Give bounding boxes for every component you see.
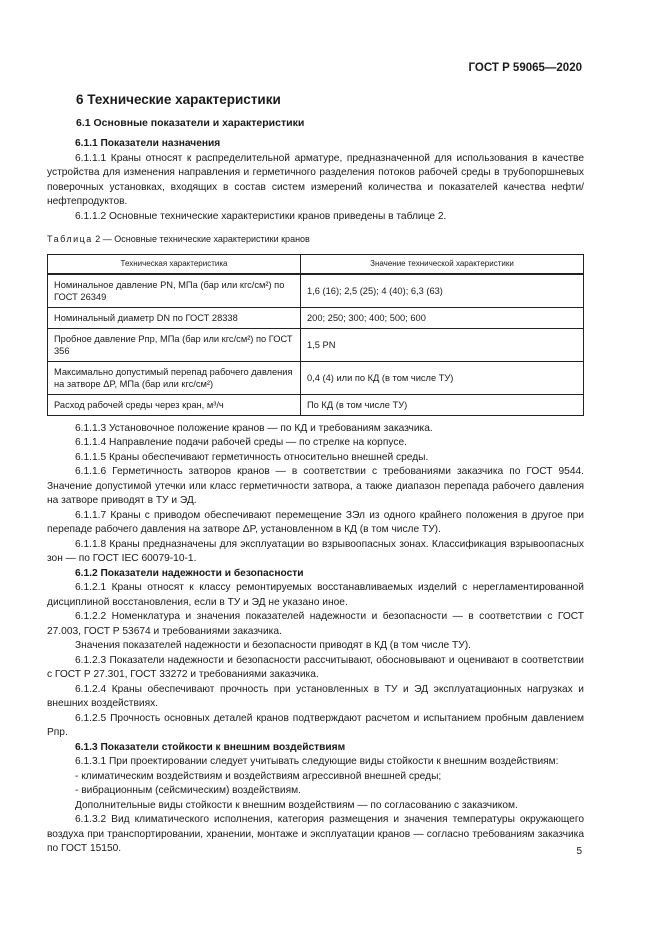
- subsection-heading: 6.1 Основные показатели и характеристики: [76, 117, 305, 129]
- table-row: [48, 361, 584, 394]
- table-row: [48, 307, 584, 328]
- table-cell-characteristic: Номинальный диаметр DN по ГОСТ 28338: [48, 307, 301, 328]
- table-cell-value: 1,5 PN: [301, 328, 584, 361]
- table-cell-characteristic: Максимально допустимый перепад рабочего давления на затворе ΔP, МПа (бар или кгс/см²): [48, 361, 301, 394]
- paragraph-6124: 6.1.2.4 Краны обеспечивают прочность при установленных в ТУ и ЭД эксплуатационных нагрузках и внешних воздействиях.: [47, 683, 584, 709]
- paragraph-6117: 6.1.1.7 Краны с приводом обеспечивают перемещение ЗЭл из одного крайнего положения в другое при перепаде рабочего давления на затворе ΔP, установленном в КД (в том числе ТУ).: [47, 509, 584, 535]
- table-caption: [47, 232, 584, 247]
- table-caption-text: 2 — Основные технические характеристики кранов: [92, 234, 310, 244]
- paragraph-6111: 6.1.1.1 Краны относят к распределительной арматуре, предназначенной для использования в качестве устройства для изменения направления и герметичного разделения потоков рабочей среды в трубопоршневых поверочных установках, входящих в состав систем измерений количества и показателей качества нефти/нефтепродуктов.: [47, 152, 584, 207]
- document-body: [47, 137, 584, 857]
- table-cell-characteristic: Номинальное давление PN, МПа (бар или кгс/см²) по ГОСТ 26349: [48, 274, 301, 308]
- table-row: [48, 274, 584, 308]
- document-header: ГОСТ Р 59065—2020: [468, 62, 582, 74]
- table-row: [48, 394, 584, 415]
- paragraph-6118: 6.1.1.8 Краны предназначены для эксплуатации во взрывоопасных зонах. Классификация взрывоопасных зон — по ГОСТ IEC 60079-10-1.: [47, 538, 584, 564]
- table-header-row: [48, 254, 584, 274]
- table-cell-value: 1,6 (16); 2,5 (25); 4 (40); 6,3 (63): [301, 274, 584, 308]
- paragraph-6114: 6.1.1.4 Направление подачи рабочей среды — по стрелке на корпусе.: [75, 437, 407, 448]
- table-cell-characteristic: Расход рабочей среды через кран, м³/ч: [48, 394, 301, 415]
- paragraph-6123: 6.1.2.3 Показатели надежности и безопасности рассчитывают, обосновывают и оценивают в соответствии с ГОСТ Р 27.301, ГОСТ 33272 и требованиями заказчика.: [47, 654, 584, 680]
- list-item: - вибрационным (сейсмическим) воздействиям.: [75, 785, 301, 796]
- paragraph-6131: 6.1.3.1 При проектировании следует учитывать следующие виды стойкости к внешним воздействиям:: [75, 756, 559, 767]
- characteristics-table: [47, 254, 584, 416]
- paragraph-6122b: Значения показателей надежности и безопасности приводят в КД (в том числе ТУ).: [75, 640, 471, 651]
- table-cell-value: 200; 250; 300; 400; 500; 600: [301, 307, 584, 328]
- paragraph-6125: 6.1.2.5 Прочность основных деталей кранов подтверждают расчетом и испытанием пробным давлением Pпр.: [47, 712, 584, 738]
- table-row: [48, 328, 584, 361]
- clause-heading-611: 6.1.1 Показатели назначения: [75, 138, 221, 149]
- paragraph-6121: 6.1.2.1 Краны относят к классу ремонтируемых восстанавливаемых изделий с нерегламентированной дисциплиной восстановления, если в ТУ и ЭД не указано иное.: [47, 582, 584, 608]
- paragraph-6113: 6.1.1.3 Установочное положение кранов — по КД и требованиям заказчика.: [75, 422, 433, 434]
- page-number: 5: [576, 846, 582, 857]
- paragraph-6131b: Дополнительные виды стойкости к внешним воздействиям — по согласованию с заказчиком.: [75, 799, 518, 811]
- paragraph-6122: 6.1.2.2 Номенклатура и значения показателей надежности и безопасности — в соответствии с ГОСТ 27.003, ГОСТ Р 53674 и требованиями заказчика.: [47, 611, 584, 637]
- clause-heading-613: 6.1.3 Показатели стойкости к внешним воздействиям: [75, 741, 346, 753]
- table-header-value: Значение технической характеристики: [301, 254, 584, 274]
- table-header-characteristic: Техническая характеристика: [48, 254, 301, 274]
- paragraph-6116: 6.1.1.6 Герметичность затворов кранов — в соответствии с требованиями заказчика по ГОСТ 9544. Значение допустимой утечки или класс герметичности затвора, а также диапазон перепада рабочего давления на затворе приводят в ТУ и ЭД.: [47, 466, 584, 506]
- paragraph-6112: 6.1.1.2 Основные технические характеристики кранов приведены в таблице 2.: [75, 210, 447, 222]
- clause-heading-612: 6.1.2 Показатели надежности и безопасности: [75, 567, 304, 579]
- table-caption-prefix: Таблица: [47, 234, 93, 244]
- paragraph-6132: 6.1.3.2 Вид климатического исполнения, категория размещения и значения температуры окружающего воздуха при транспортировании, хранении, монтаже и эксплуатации кранов — согласно требованиям заказчика по ГОСТ 15150.: [47, 814, 584, 854]
- table-cell-value: 0,4 (4) или по КД (в том числе ТУ): [301, 361, 584, 394]
- list-item: - климатическим воздействиям и воздействиям агрессивной внешней среды;: [75, 770, 442, 782]
- table-cell-characteristic: Пробное давление Pпр, МПа (бар или кгс/см²) по ГОСТ 356: [48, 328, 301, 361]
- table-cell-value: По КД (в том числе ТУ): [301, 394, 584, 415]
- section-heading: 6 Технические характеристики: [76, 92, 281, 107]
- paragraph-6115: 6.1.1.5 Краны обеспечивают герметичность относительно внешней среды.: [75, 451, 429, 463]
